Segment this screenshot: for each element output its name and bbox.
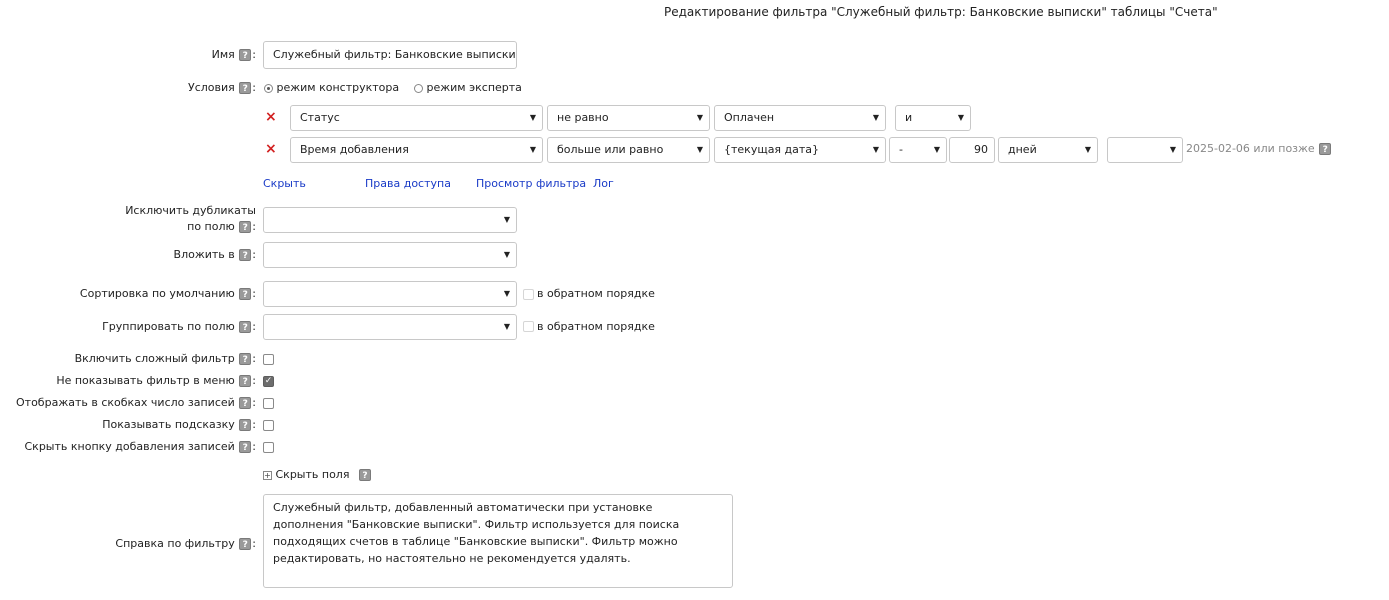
complex-filter-label: Включить сложный фильтр ? :	[74, 352, 256, 365]
show-count-checkbox[interactable]	[263, 398, 274, 409]
check-icon: ✓	[264, 376, 273, 386]
hide-in-menu-label: Не показывать фильтр в меню ? :	[56, 374, 256, 387]
computed-date: 2025-02-06 или позже ?	[1186, 142, 1332, 156]
show-hint-checkbox[interactable]	[263, 420, 274, 431]
condition-value-select[interactable]: Оплачен ▼	[714, 105, 886, 131]
sort-reverse-label: в обратном порядке	[537, 287, 655, 300]
show-hint-label: Показывать подсказку ? :	[102, 418, 256, 431]
hide-link[interactable]: Скрыть	[263, 177, 306, 190]
condition-extra-select[interactable]	[1107, 137, 1183, 163]
condition-value-select[interactable]: {текущая дата} ▼	[714, 137, 886, 163]
condition-unit-select[interactable]: дней ▼	[998, 137, 1098, 163]
chevron-down-icon: ▼	[503, 289, 510, 298]
group-by-select[interactable]	[263, 314, 517, 340]
name-input[interactable]: Служебный фильтр: Банковские выписки	[263, 41, 517, 69]
mode-constructor-radio[interactable]	[264, 84, 273, 93]
show-count-label: Отображать в скобках число записей ? :	[16, 396, 256, 409]
chevron-down-icon: ▼	[503, 250, 510, 259]
help-icon[interactable]: ?	[239, 249, 251, 261]
delete-condition-icon[interactable]: ×	[265, 141, 277, 157]
help-icon[interactable]: ?	[239, 375, 251, 387]
help-icon[interactable]: ?	[1319, 143, 1331, 155]
help-icon[interactable]: ?	[239, 288, 251, 300]
chevron-down-icon: ▼	[529, 113, 536, 122]
chevron-down-icon: ▼	[696, 113, 703, 122]
condition-join-select[interactable]: и ▼	[895, 105, 971, 131]
conditions-label: Условия ? :	[188, 81, 256, 94]
access-rights-link[interactable]: Права доступа	[365, 177, 451, 190]
chevron-down-icon: ▼	[503, 322, 510, 331]
chevron-down-icon: ▼	[696, 145, 703, 154]
mode-expert[interactable]: режим эксперта	[414, 80, 522, 96]
help-icon[interactable]: ?	[239, 538, 251, 550]
chevron-down-icon: ▼	[872, 113, 879, 122]
nest-in-label: Вложить в ? :	[173, 248, 256, 261]
group-by-label: Группировать по полю ? :	[102, 320, 256, 333]
log-link[interactable]: Лог	[593, 177, 614, 190]
chevron-down-icon: ▼	[1084, 145, 1091, 154]
help-icon[interactable]: ?	[239, 353, 251, 365]
hide-add-button-checkbox[interactable]	[263, 442, 274, 453]
condition-operator-select[interactable]: больше или равно ▼	[547, 137, 710, 163]
default-sort-label: Сортировка по умолчанию ? :	[79, 287, 256, 300]
help-icon[interactable]: ?	[239, 441, 251, 453]
help-icon[interactable]: ?	[239, 321, 251, 333]
chevron-down-icon: ▼	[503, 215, 510, 224]
condition-amount-input[interactable]: 90	[949, 137, 995, 163]
chevron-down-icon: ▼	[1169, 145, 1176, 154]
mode-expert-radio[interactable]	[414, 84, 423, 93]
exclude-duplicates-label: Исключить дубликаты по полю ? :	[125, 204, 256, 233]
chevron-down-icon: ▼	[957, 113, 964, 122]
help-icon[interactable]: ?	[239, 82, 251, 94]
group-reverse-checkbox[interactable]	[523, 321, 534, 332]
condition-field-select[interactable]: Время добавления ▼	[290, 137, 543, 163]
hide-fields-toggle[interactable]: + Скрыть поля ?	[263, 467, 372, 483]
help-icon[interactable]: ?	[239, 221, 251, 233]
exclude-duplicates-select[interactable]	[263, 207, 517, 233]
nest-in-select[interactable]	[263, 242, 517, 268]
help-icon[interactable]: ?	[239, 419, 251, 431]
hide-in-menu-checkbox[interactable]	[263, 376, 274, 387]
filter-help-label: Справка по фильтру ? :	[115, 537, 256, 550]
delete-condition-icon[interactable]: ×	[265, 109, 277, 125]
group-reverse-label: в обратном порядке	[537, 320, 655, 333]
help-icon[interactable]: ?	[239, 49, 251, 61]
help-icon[interactable]: ?	[359, 469, 371, 481]
default-sort-select[interactable]	[263, 281, 517, 307]
expand-icon[interactable]: +	[264, 470, 271, 480]
hide-add-button-label: Скрыть кнопку добавления записей ? :	[24, 440, 256, 453]
condition-operator-select[interactable]: не равно ▼	[547, 105, 710, 131]
sort-reverse-checkbox[interactable]	[523, 289, 534, 300]
condition-field-select[interactable]: Статус ▼	[290, 105, 543, 131]
view-filter-link[interactable]: Просмотр фильтра	[476, 177, 587, 190]
chevron-down-icon: ▼	[529, 145, 536, 154]
condition-sign-select[interactable]: - ▼	[889, 137, 947, 163]
chevron-down-icon: ▼	[872, 145, 879, 154]
chevron-down-icon: ▼	[933, 145, 940, 154]
help-icon[interactable]: ?	[239, 397, 251, 409]
filter-help-textarea[interactable]: Служебный фильтр, добавленный автоматически при установке дополнения "Банковские выписки". Фильтр используется для поиска подходящих счетов в таблице "Банковские выписки". Фильтр можно редактировать, но настоятельно не рекомендуется удалять.	[263, 494, 733, 588]
page-title: Редактирование фильтра "Служебный фильтр: Банковские выписки" таблицы "Счета"	[664, 5, 1218, 19]
name-label: Имя ? :	[211, 48, 256, 61]
mode-constructor[interactable]: режим конструктора	[264, 80, 399, 96]
complex-filter-checkbox[interactable]	[263, 354, 274, 365]
